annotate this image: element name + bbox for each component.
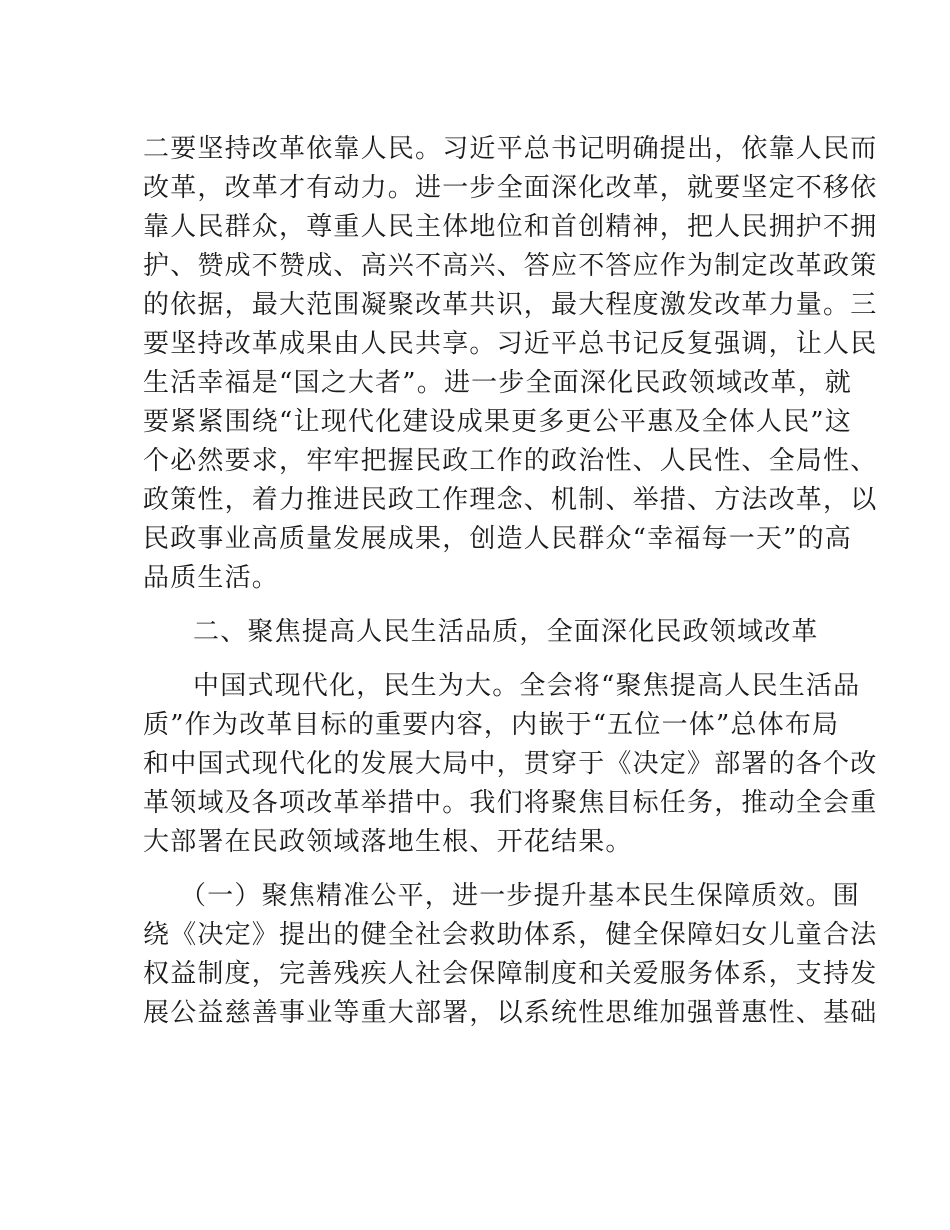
- text-line: 护、赞成不赞成、高兴不高兴、答应不答应作为制定改革政策: [143, 251, 878, 281]
- text-line: 大部署在民政领域落地生根、开花结果。: [143, 827, 633, 857]
- section-heading: 二、聚焦提高人民生活品质，全面深化民政领域改革: [193, 617, 819, 647]
- text-line: 中国式现代化，民生为大。全会将“聚焦提高人民生活品: [193, 671, 861, 701]
- text-line: 靠人民群众，尊重人民主体地位和首创精神，把人民拥护不拥: [143, 212, 878, 242]
- text-line: 和中国式现代化的发展大局中，贯穿于《决定》部署的各个改: [143, 749, 878, 779]
- subsection-lead-line: （一）聚焦精准公平，进一步提升基本民生保障质效。围: [180, 881, 861, 911]
- text-line: 要紧紧围绕“让现代化建设成果更多更公平惠及全体人民”这: [143, 407, 852, 437]
- text-line: 展公益慈善事业等重大部署，以系统性思维加强普惠性、基础: [143, 998, 878, 1028]
- text-line: 要坚持改革成果由人民共享。习近平总书记反复强调，让人民: [143, 329, 878, 359]
- text-line: 权益制度，完善残疾人社会保障制度和关爱服务体系，支持发: [143, 959, 878, 989]
- text-line: 改革，改革才有动力。进一步全面深化改革，就要坚定不移依: [143, 173, 878, 203]
- text-line: 二要坚持改革依靠人民。习近平总书记明确提出，依靠人民而: [143, 134, 878, 164]
- text-line: 民政事业高质量发展成果，创造人民群众“幸福每一天”的高: [143, 524, 852, 554]
- text-line: 生活幸福是“国之大者”。进一步全面深化民政领域改革，就: [143, 368, 852, 398]
- text-line: 绕《决定》提出的健全社会救助体系，健全保障妇女儿童合法: [143, 920, 878, 950]
- text-line: 政策性，着力推进民政工作理念、机制、举措、方法改革，以: [143, 485, 878, 515]
- text-line: 的依据，最大范围凝聚改革共识，最大程度激发改革力量。三: [143, 290, 878, 320]
- text-line: 品质生活。: [143, 563, 280, 593]
- text-line: 个必然要求，牢牢把握民政工作的政治性、人民性、全局性、: [143, 446, 878, 476]
- text-line: 质”作为改革目标的重要内容，内嵌于“五位一体”总体布局: [143, 710, 840, 740]
- text-line: 革领域及各项改革举措中。我们将聚焦目标任务，推动全会重: [143, 788, 878, 818]
